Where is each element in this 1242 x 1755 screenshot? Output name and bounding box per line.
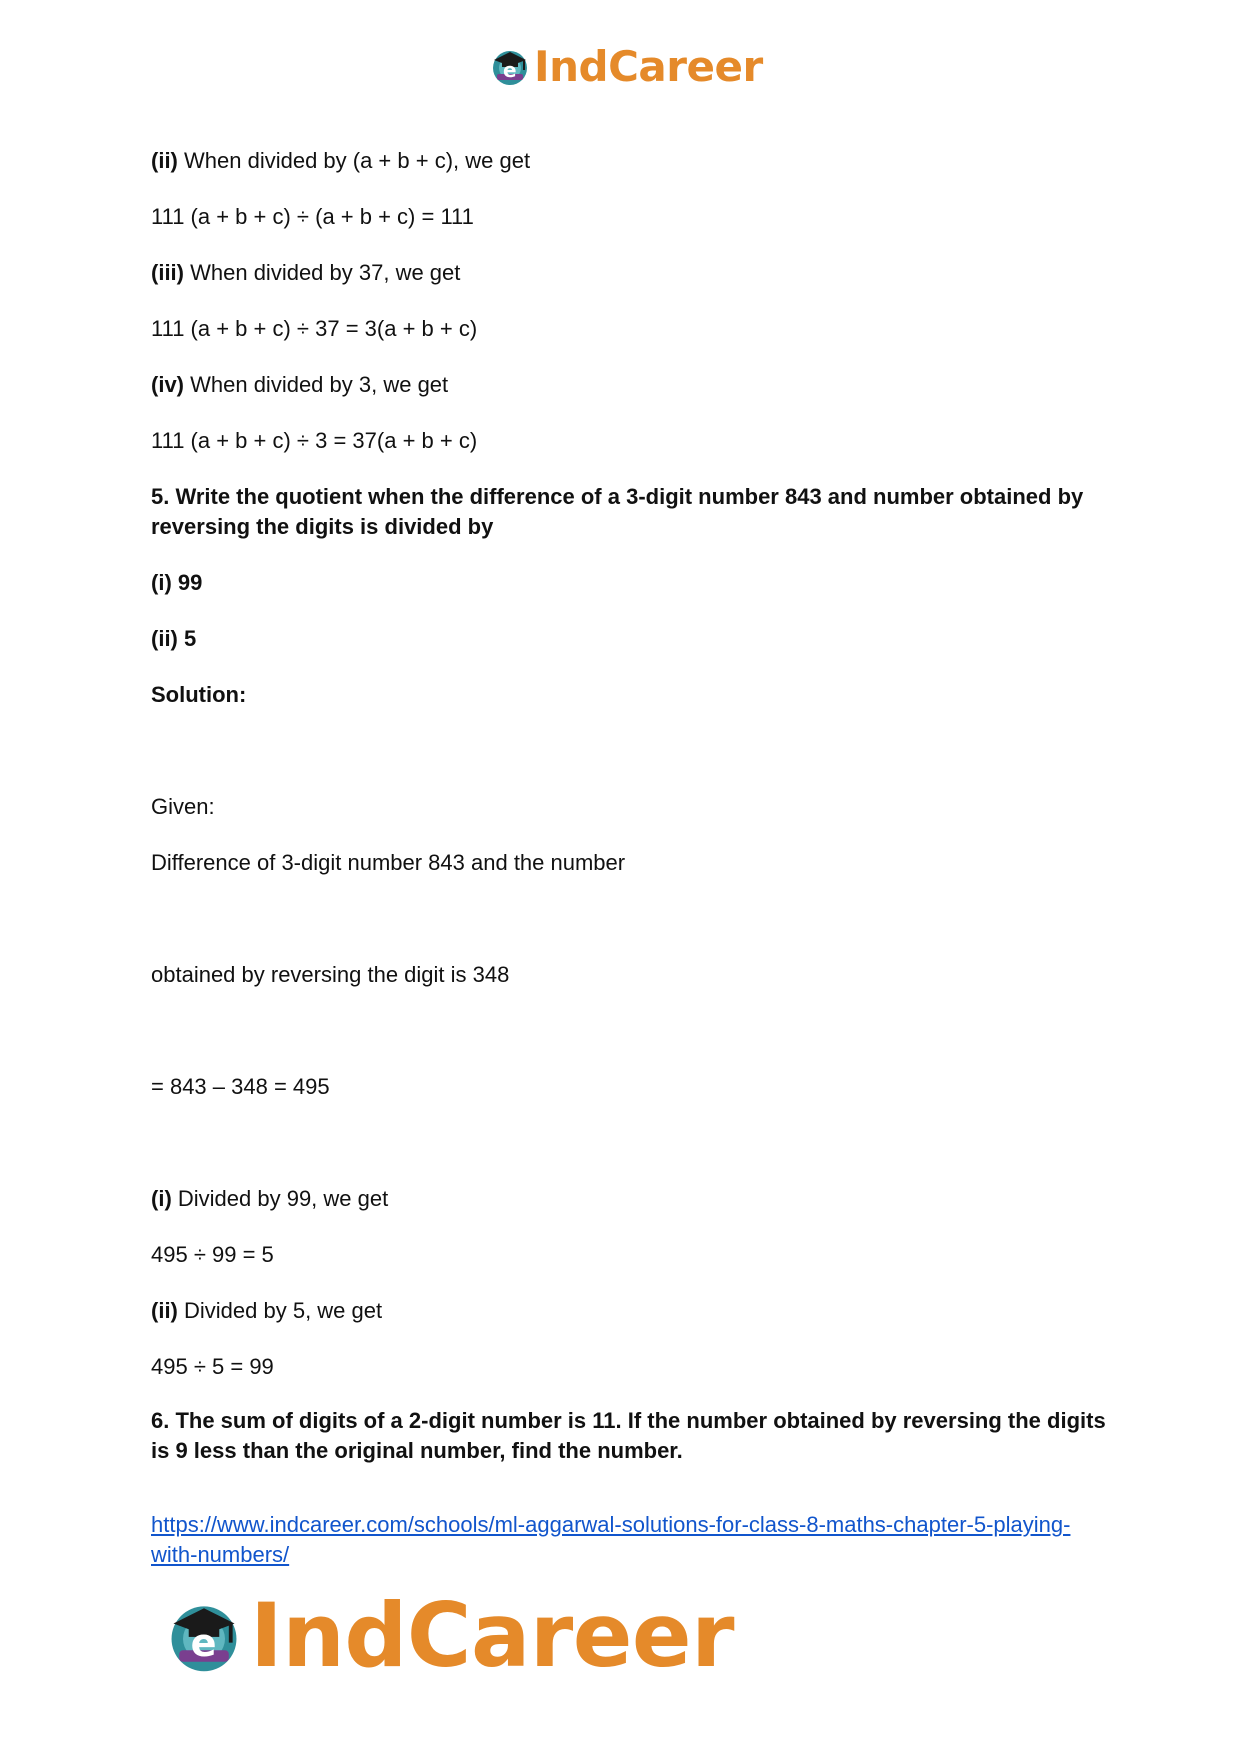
question-6: 6. The sum of digits of a 2-digit number is 11. If the number obtained by reversing the digits is 9 less than the original number, find the number. [151,1408,1106,1463]
header-logo [488,42,763,90]
svg-text:e: e [190,1622,217,1666]
question-5-part-ii: (ii) 5 [151,626,197,651]
footer-logo [162,1583,735,1687]
text-line: 495 ÷ 5 = 99 [151,1354,274,1379]
text-line: 111 (a + b + c) ÷ (a + b + c) = 111 [151,204,474,229]
logo-wordmark: IndCareer [534,41,763,91]
question-5-part-i: (i) 99 [151,570,203,595]
text-line: obtained by reversing the digit is 348 [151,962,510,987]
question-5: 5. Write the quotient when the difference of a 3-digit number 843 and number obtained by reversing the digits is divided by [151,484,1084,539]
text-line: (iv) When divided by 3, we get [151,372,449,397]
text-line: = 843 – 348 = 495 [151,1074,330,1099]
graduation-cap-book-globe-icon [162,1593,246,1677]
text-line: (iii) When divided by 37, we get [151,260,461,285]
text-line: 495 ÷ 99 = 5 [151,1242,274,1267]
text-line: Difference of 3-digit number 843 and the number [151,850,626,875]
svg-text:e: e [503,58,517,82]
graduation-cap-book-globe-icon [488,44,532,88]
text-line: 111 (a + b + c) ÷ 37 = 3(a + b + c) [151,316,478,341]
text-line: Given: [151,794,215,819]
text-line: (ii) Divided by 5, we get [151,1298,383,1323]
logo-wordmark: IndCareer [250,1583,735,1687]
source-link[interactable]: https://www.indcareer.com/schools/ml-aggarwal-solutions-for-class-8-maths-chapter-5-playing-with-numbers/ [151,1512,1071,1567]
text-line: (i) Divided by 99, we get [151,1186,389,1211]
text-line: (ii) When divided by (a + b + c), we get [151,148,531,173]
solution-heading: Solution: [151,682,247,707]
text-line: 111 (a + b + c) ÷ 3 = 37(a + b + c) [151,428,478,453]
